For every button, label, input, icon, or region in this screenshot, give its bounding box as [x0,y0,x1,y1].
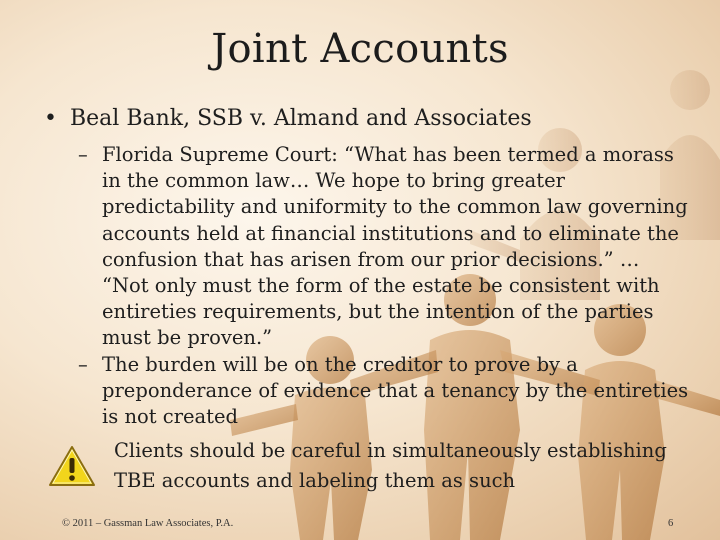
sub-bullet-marker: – [78,353,88,376]
footer-copyright: © 2011 – Gassman Law Associates, P.A. [62,518,234,529]
bullet-marker: • [44,106,57,131]
warning-triangle-icon [48,444,96,488]
page-number: 6 [668,518,674,529]
court-quote-text: Florida Supreme Court: “What has been termed a morass in the common law… We hope to bring greater predictability and uniformity to the common law governing accounts held at financial institutions and to eliminate the confusion that has arisen from our prior decisions.” … “Not only must the form of the estate be consistent with entireties requirements, but the intention of the parties must be proven.” [102,143,688,350]
case-name: Beal Bank, SSB v. Almand and Associates [70,106,532,131]
warning-text: Clients should be careful in simultaneously establishing TBE accounts and labeling them as such [114,439,667,492]
sub-bullet-marker: – [78,143,88,166]
slide-title: Joint Accounts [211,26,509,72]
burden-text: The burden will be on the creditor to prove by a preponderance of evidence that a tenancy by the entireties is not created [102,353,689,429]
